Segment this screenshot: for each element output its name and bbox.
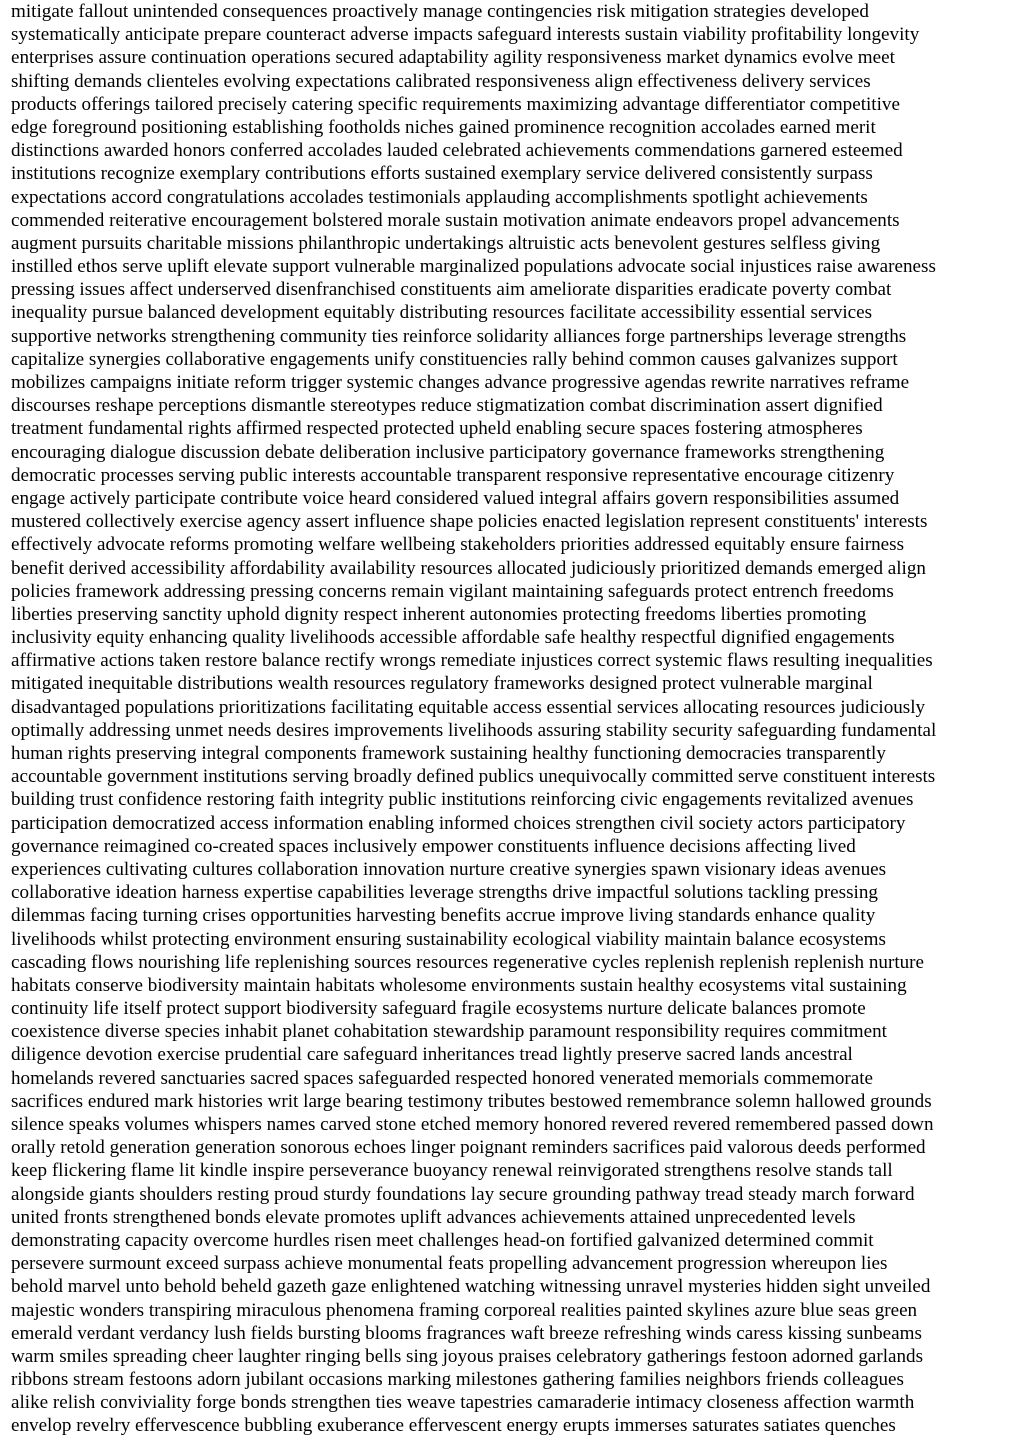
- text-line: augment pursuits charitable missions philanthropic undertakings altruistic acts benevolent gestures selfless giving: [11, 232, 881, 254]
- text-line: disadvantaged populations prioritizations facilitating equitable access essential services allocating resources judiciously: [11, 696, 926, 718]
- text-line: liberties preserving sanctity uphold dignity respect inherent autonomies protecting freedoms liberties promoting: [11, 603, 867, 625]
- text-line: engage actively participate contribute voice heard considered valued integral affairs govern responsibilities assumed: [11, 487, 900, 509]
- text-line: persevere surmount exceed surpass achieve monumental feats propelling advancement progression whereupon lies: [11, 1253, 888, 1275]
- text-line: alongside giants shoulders resting proud sturdy foundations lay secure grounding pathway tread steady march forward: [11, 1183, 915, 1205]
- text-line: benefit derived accessibility affordability availability resources allocated judiciously prioritized demands emerged align: [11, 557, 926, 579]
- text-line: capitalize synergies collaborative engagements unify constituencies rally behind common causes galvanizes support: [11, 348, 898, 370]
- text-line: shifting demands clienteles evolving expectations calibrated responsiveness align effectiveness delivery services: [11, 70, 871, 92]
- text-line: livelihoods whilst protecting environment ensuring sustainability ecological viability maintain balance ecosystems: [11, 928, 886, 950]
- text-line: demonstrating capacity overcome hurdles risen meet challenges head-on fortified galvanized determined commit: [11, 1229, 874, 1251]
- text-line: expectations accord congratulations accolades testimonials applauding accomplishments spotlight achievements: [11, 186, 868, 208]
- text-line: building trust confidence restoring faith integrity public institutions reinforcing civic engagements revitalized avenues: [11, 789, 914, 811]
- text-line: cascading flows nourishing life replenishing sources resources regenerative cycles replenish replenish replenish nurture: [11, 951, 925, 973]
- text-line: optimally addressing unmet needs desires improvements livelihoods assuring stability security safeguarding fundamental: [11, 719, 937, 741]
- text-line: systematically anticipate prepare counteract adverse impacts safeguard interests sustain viability profitability longevity: [11, 24, 920, 46]
- text-line: sacrifices endured mark histories writ large bearing testimony tributes bestowed remembrance solemn hallowed grounds: [11, 1090, 932, 1112]
- text-line: governance reimagined co-created spaces inclusively empower constituents influence decisions affecting lived: [11, 835, 856, 857]
- text-line: edge foreground positioning establishing footholds niches gained prominence recognition accolades earned merit: [11, 116, 876, 138]
- text-line: mitigate fallout unintended consequences proactively manage contingencies risk mitigation strategies developed: [11, 1, 869, 22]
- text-line: pressing issues affect underserved disenfranchised constituents aim ameliorate disparities eradicate poverty combat: [11, 279, 892, 301]
- text-line: instilled ethos serve uplift elevate support vulnerable marginalized populations advocate social injustices raise awareness: [11, 256, 936, 278]
- text-line: inequality pursue balanced development equitably distributing resources facilitate accessibility essential services: [11, 302, 873, 324]
- text-line: homelands revered sanctuaries sacred spaces safeguarded respected honored venerated memorials commemorate: [11, 1067, 874, 1089]
- text-line: distinctions awarded honors conferred accolades lauded celebrated achievements commendations garnered esteemed: [11, 140, 903, 162]
- text-line: treatment fundamental rights affirmed respected protected upheld enabling secure spaces fostering atmospheres: [11, 418, 863, 440]
- text-line: orally retold generation generation sonorous echoes linger poignant reminders sacrifices paid valorous deeds performed: [11, 1137, 926, 1159]
- text-line: dilemmas facing turning crises opportunities harvesting benefits accrue improve living standards enhance quality: [11, 905, 876, 927]
- text-line: alike relish conviviality forge bonds strengthen ties weave tapestries camaraderie intimacy closeness affection warmth: [11, 1392, 915, 1414]
- text-line: policies framework addressing pressing concerns remain vigilant maintaining safeguards protect entrench freedoms: [11, 580, 894, 602]
- text-line: democratic processes serving public interests accountable transparent responsive representative encourage citizenry: [11, 464, 895, 486]
- text-line: envelop revelry effervescence bubbling exuberance effervescent energy erupts immerses saturates satiates quenches: [11, 1415, 896, 1437]
- text-line: commended reiterative encouragement bolstered morale sustain motivation animate endeavors propel advancements: [11, 209, 900, 231]
- text-line: experiences cultivating cultures collaboration innovation nurture creative synergies spawn visionary ideas avenues: [11, 858, 887, 880]
- text-line: affirmative actions taken restore balance rectify wrongs remediate injustices correct systemic flaws resulting inequalities: [11, 650, 933, 672]
- text-line: human rights preserving integral components framework sustaining healthy functioning democracies transparently: [11, 743, 886, 764]
- text-line: continuity life itself protect support biodiversity safeguard fragile ecosystems nurture delicate balances promote: [11, 998, 866, 1020]
- text-line: warm smiles spreading cheer laughter ringing bells sing joyous praises celebratory gatherings festoon adorned garlands: [11, 1345, 923, 1367]
- text-line: discourses reshape perceptions dismantle stereotypes reduce stigmatization combat discrimination assert dignified: [11, 395, 883, 417]
- text-line: supportive networks strengthening community ties reinforce solidarity alliances forge partnerships leverage strengths: [11, 325, 907, 347]
- text-line: participation democratized access information enabling informed choices strengthen civil society actors participatory: [11, 812, 906, 834]
- text-line: silence speaks volumes whispers names carved stone etched memory honored revered revered remembered passed down: [11, 1114, 934, 1135]
- text-line: majestic wonders transpiring miraculous phenomena framing corporeal realities painted skylines azure blue seas green: [11, 1299, 918, 1321]
- text-line: diligence devotion exercise prudential care safeguard inheritances tread lightly preserve sacred lands ancestral: [11, 1044, 853, 1066]
- text-line: mobilizes campaigns initiate reform trigger systemic changes advance progressive agendas rewrite narratives reframe: [11, 372, 910, 393]
- text-line: united fronts strengthened bonds elevate promotes uplift advances achievements attained unprecedented levels: [11, 1206, 856, 1228]
- text-line: emerald verdant verdancy lush fields bursting blooms fragrances waft breeze refreshing winds caress kissing sunbeams: [11, 1322, 922, 1344]
- text-line: keep flickering flame lit kindle inspire perseverance buoyancy renewal reinvigorated strengthens resolve stands tall: [11, 1160, 893, 1182]
- text-line: products offerings tailored precisely catering specific requirements maximizing advantage differentiator competitive: [11, 93, 900, 115]
- text-line: enterprises assure continuation operations secured adaptability agility responsiveness market dynamics evolve meet: [11, 47, 895, 69]
- text-line: inclusivity equity enhancing quality livelihoods accessible affordable safe healthy respectful dignified engagements: [11, 627, 895, 649]
- text-line: accountable government institutions serving broadly defined publics unequivocally committed serve constituent interests: [11, 766, 936, 788]
- text-line: collaborative ideation harness expertise capabilities leverage strengths drive impactful solutions tackling pressing: [11, 882, 878, 904]
- text-line: mitigated inequitable distributions wealth resources regulatory frameworks designed protect vulnerable marginal: [11, 673, 873, 695]
- text-line: habitats conserve biodiversity maintain habitats wholesome environments sustain healthy ecosystems vital sustaining: [11, 974, 907, 996]
- text-line: institutions recognize exemplary contributions efforts sustained exemplary service delivered consistently surpass: [11, 163, 873, 185]
- text-line: ribbons stream festoons adorn jubilant occasions marking milestones gathering families neighbors friends colleagues: [11, 1369, 904, 1391]
- text-line: mustered collectively exercise agency assert influence shape policies enacted legislation represent constituents' interests: [11, 511, 928, 533]
- text-line: encouraging dialogue discussion debate deliberation inclusive participatory governance frameworks strengthening: [11, 441, 885, 463]
- text-line: coexistence diverse species inhabit planet cohabitation stewardship paramount responsibility requires commitment: [11, 1021, 887, 1043]
- text-line: effectively advocate reforms promoting welfare wellbeing stakeholders priorities addressed equitably ensure fairness: [11, 534, 905, 556]
- text-line: behold marvel unto behold beheld gazeth gaze enlightened watching witnessing unravel mysteries hidden sight unveiled: [11, 1276, 931, 1298]
